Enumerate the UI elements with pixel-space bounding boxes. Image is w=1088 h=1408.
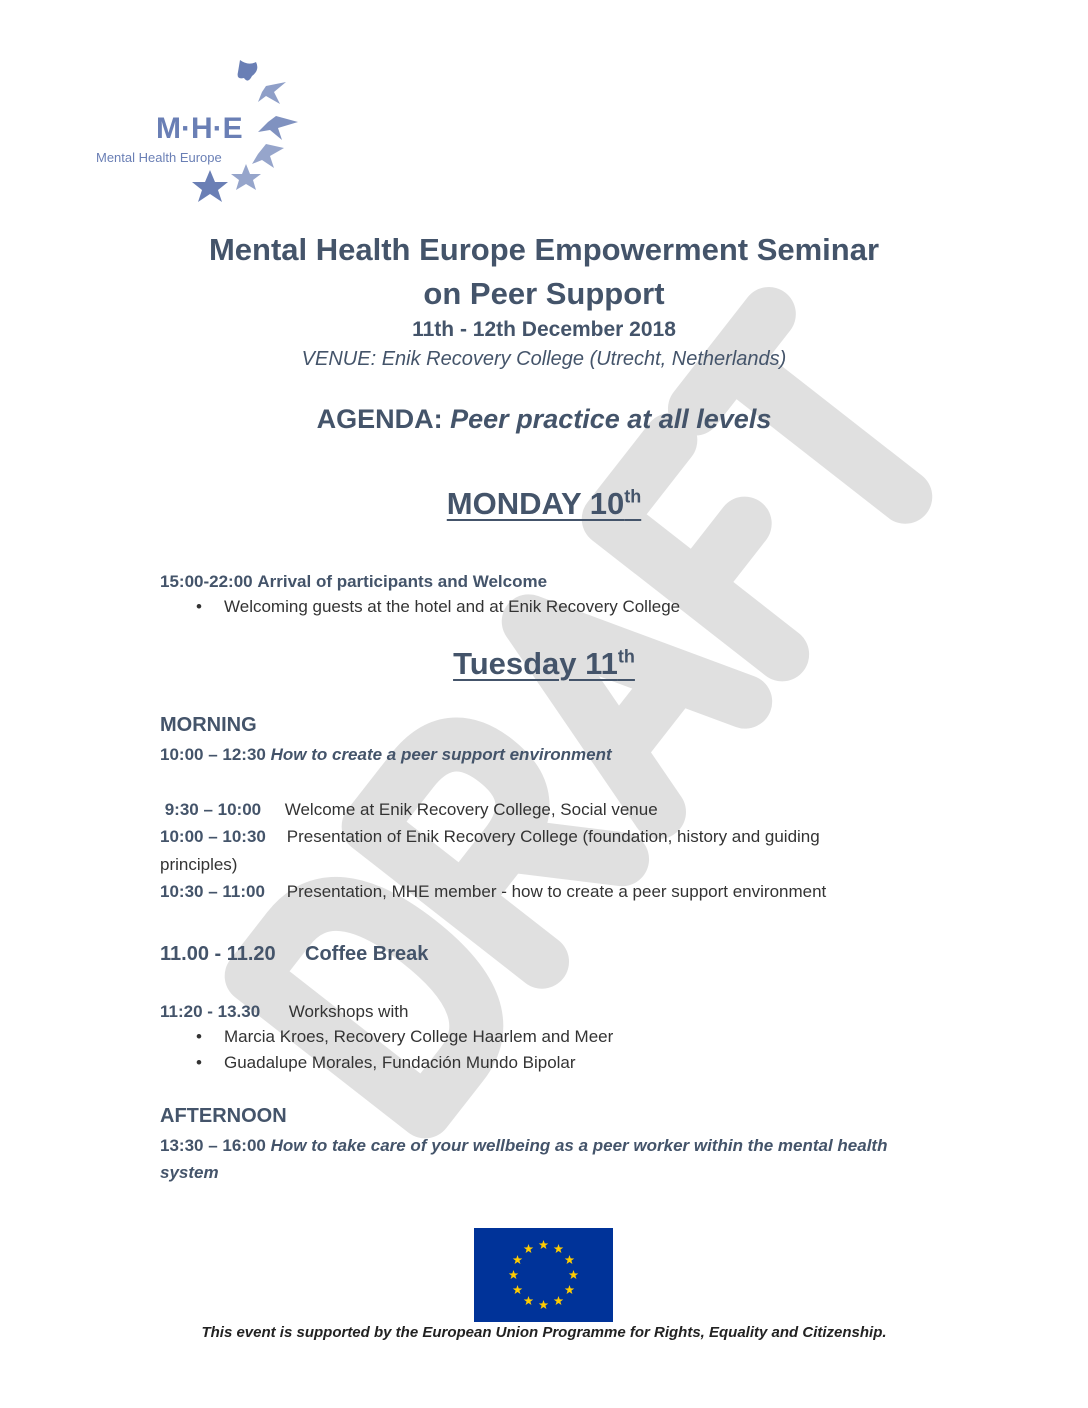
eu-star-icon	[554, 1244, 564, 1253]
eu-star-icon	[565, 1285, 575, 1294]
eu-star-icon	[524, 1244, 534, 1253]
bullet-icon: •	[196, 1027, 202, 1046]
agenda-theme: Peer practice at all levels	[450, 404, 772, 434]
eu-star-icon	[569, 1270, 579, 1279]
eu-star-icon	[565, 1255, 575, 1264]
workshop-row	[160, 1002, 408, 1022]
eu-star-icon	[513, 1285, 523, 1294]
afternoon-session-title-continuation: system	[160, 1163, 219, 1182]
workshop-label: Workshops with	[288, 1002, 409, 1021]
schedule-row	[160, 882, 826, 902]
schedule-text: Presentation, MHE member - how to create a peer support environment	[286, 882, 827, 901]
list-item: Welcoming guests at the hotel and at Enik Recovery College	[224, 597, 681, 616]
monday-heading: MONDAY 10th	[446, 486, 642, 521]
eu-star-icon	[524, 1296, 534, 1305]
workshop-time: 11:20 - 13.30	[160, 1002, 261, 1021]
eu-star-icon	[509, 1270, 519, 1279]
coffee-break-label: Coffee Break	[305, 943, 429, 965]
coffee-break-time: 11.00 - 11.20	[160, 943, 276, 965]
seminar-title-line1: Mental Health Europe Empowerment Seminar	[208, 232, 880, 267]
agenda-prefix: AGENDA:	[316, 404, 443, 434]
schedule-text: Presentation of Enik Recovery College (foundation, history and guiding	[286, 827, 820, 846]
mhe-logo	[90, 52, 310, 212]
mhe-birds-stars-icon	[90, 52, 310, 212]
support-statement: This event is supported by the European Union Programme for Rights, Equality and Citizenship.	[201, 1324, 887, 1341]
seminar-title-line2: on Peer Support	[423, 276, 665, 311]
monday-item-time: 15:00-22:00	[160, 572, 253, 591]
bullet-icon: •	[196, 597, 202, 616]
morning-session	[160, 745, 612, 765]
monday-item	[160, 572, 547, 592]
seminar-dates: 11th - 12th December 2018	[412, 318, 676, 341]
monday-item-title: Arrival of participants and Welcome	[257, 572, 548, 591]
afternoon-label: AFTERNOON	[160, 1105, 287, 1127]
eu-flag-icon	[474, 1228, 613, 1322]
agenda-heading	[0, 404, 1088, 435]
schedule-text: Welcome at Enik Recovery College, Social venue	[284, 800, 658, 819]
afternoon-session-time: 13:30 – 16:00	[160, 1136, 266, 1155]
morning-label: MORNING	[160, 714, 257, 736]
morning-session-time: 10:00 – 12:30	[160, 745, 266, 764]
eu-star-icon	[539, 1300, 549, 1309]
afternoon-session-title: How to take care of your wellbeing as a peer worker within the mental health	[270, 1136, 888, 1155]
svg-text:M·H·E: M·H·E	[156, 112, 243, 145]
schedule-row	[160, 827, 820, 847]
schedule-row-continuation: principles)	[160, 855, 238, 874]
schedule-time: 9:30 – 10:00	[160, 800, 262, 819]
eu-star-icon	[539, 1240, 549, 1249]
schedule-time: 10:30 – 11:00	[160, 882, 265, 901]
list-item: Guadalupe Morales, Fundación Mundo Bipolar	[224, 1053, 576, 1072]
eu-star-icon	[554, 1296, 564, 1305]
coffee-break	[160, 943, 428, 966]
tuesday-heading: Tuesday 11th	[453, 646, 635, 681]
seminar-venue: VENUE: Enik Recovery College (Utrecht, Netherlands)	[301, 348, 787, 370]
schedule-time: 10:00 – 10:30	[160, 827, 266, 846]
morning-session-title: How to create a peer support environment	[270, 745, 612, 764]
schedule-row	[160, 800, 658, 820]
svg-text:Mental Health Europe: Mental Health Europe	[96, 150, 222, 165]
bullet-icon: •	[196, 1053, 202, 1072]
afternoon-session	[160, 1136, 887, 1156]
list-item: Marcia Kroes, Recovery College Haarlem and Meer	[224, 1027, 614, 1046]
eu-star-icon	[513, 1255, 523, 1264]
